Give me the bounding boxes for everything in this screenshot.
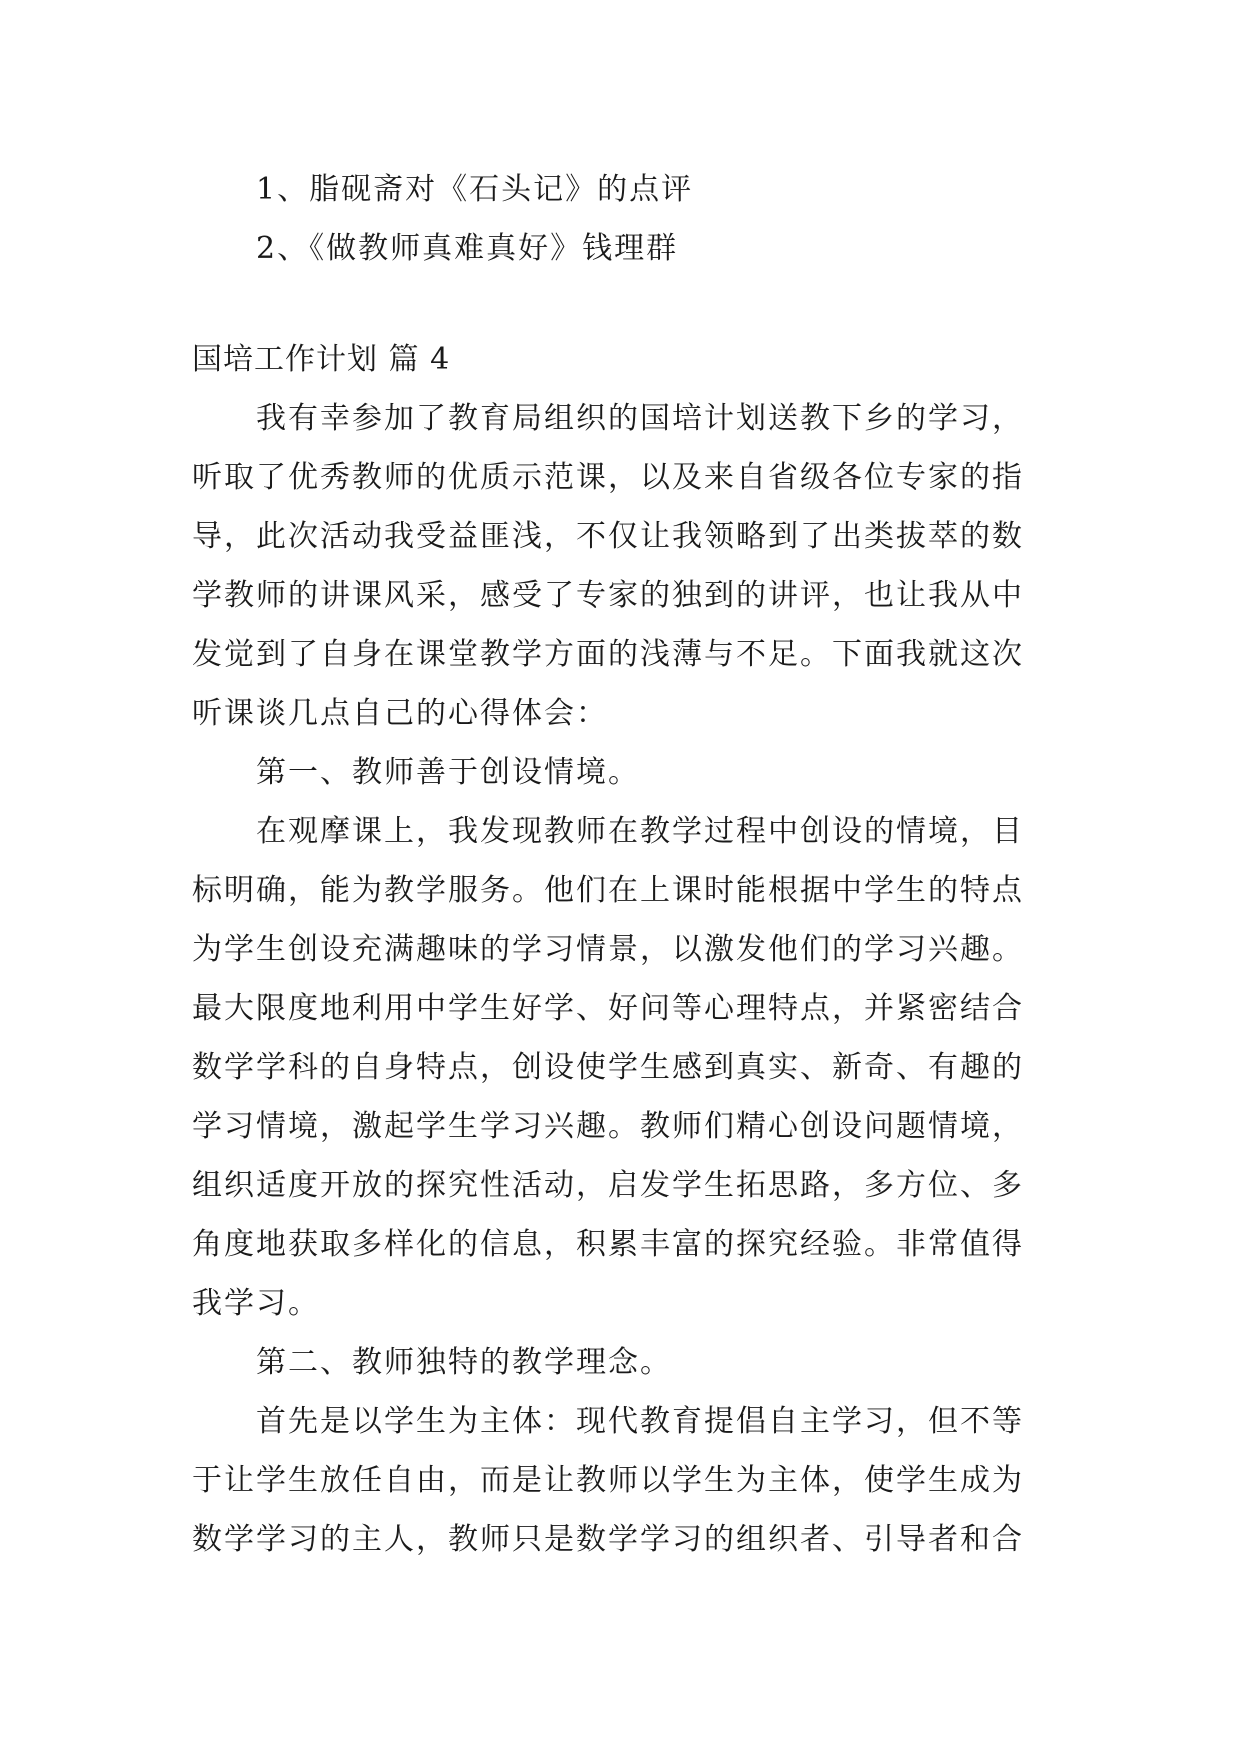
- paragraph-line: 数学学科的自身特点，创设使学生感到真实、新奇、有趣的: [192, 1050, 1024, 1085]
- subheading-second: [192, 1333, 1072, 1392]
- reference-item-1: 1、脂砚斋对《石头记》的点评: [256, 172, 694, 207]
- paragraph-line: 学教师的讲课风采，感受了专家的独到的讲评，也让我从中: [192, 578, 1024, 613]
- paragraph-line: 在观摩课上，我发现教师在教学过程中创设的情境，目: [256, 814, 1024, 849]
- document-body: [192, 160, 1072, 1569]
- paragraph-line: 组织适度开放的探究性活动，启发学生拓思路，多方位、多: [192, 1168, 1024, 1203]
- paragraph-line: 听取了优秀教师的优质示范课，以及来自省级各位专家的指: [192, 460, 1024, 495]
- section-title: 国培工作计划 篇 4: [192, 342, 451, 377]
- paragraph-line: 数学学习的主人，教师只是数学学习的组织者、引导者和合: [192, 1522, 1024, 1557]
- paragraph-line: 听课谈几点自己的心得体会：: [192, 696, 608, 731]
- paragraph-line: 导，此次活动我受益匪浅，不仅让我领略到了出类拔萃的数: [192, 519, 1024, 554]
- paragraph-line: 第一、教师善于创设情境。: [256, 755, 640, 790]
- paragraph-line: 为学生创设充满趣味的学习情景，以激发他们的学习兴趣。: [192, 932, 1024, 967]
- section-spacer: [192, 278, 1072, 330]
- paragraph-situations: [192, 802, 1072, 1333]
- paragraph-line: 发觉到了自身在课堂教学方面的浅薄与不足。下面我就这次: [192, 637, 1024, 672]
- paragraph-line: 我有幸参加了教育局组织的国培计划送教下乡的学习，: [256, 401, 1024, 436]
- paragraph-line: 我学习。: [192, 1286, 320, 1321]
- paragraph-student-centered: [192, 1392, 1072, 1569]
- paragraph-line: 角度地获取多样化的信息，积累丰富的探究经验。非常值得: [192, 1227, 1024, 1262]
- paragraph-line: 学习情境，激起学生学习兴趣。教师们精心创设问题情境，: [192, 1109, 1024, 1144]
- paragraph-line: 于让学生放任自由，而是让教师以学生为主体，使学生成为: [192, 1463, 1024, 1498]
- reference-item-2: 2、《做教师真难真好》钱理群: [256, 231, 679, 266]
- paragraph-line: 标明确，能为教学服务。他们在上课时能根据中学生的特点: [192, 873, 1024, 908]
- paragraph-line: 最大限度地利用中学生好学、好问等心理特点，并紧密结合: [192, 991, 1024, 1026]
- subheading-first: [192, 743, 1072, 802]
- paragraph-line: 第二、教师独特的教学理念。: [256, 1345, 672, 1380]
- paragraph-line: 首先是以学生为主体：现代教育提倡自主学习，但不等: [256, 1404, 1024, 1439]
- paragraph-intro: [192, 389, 1072, 743]
